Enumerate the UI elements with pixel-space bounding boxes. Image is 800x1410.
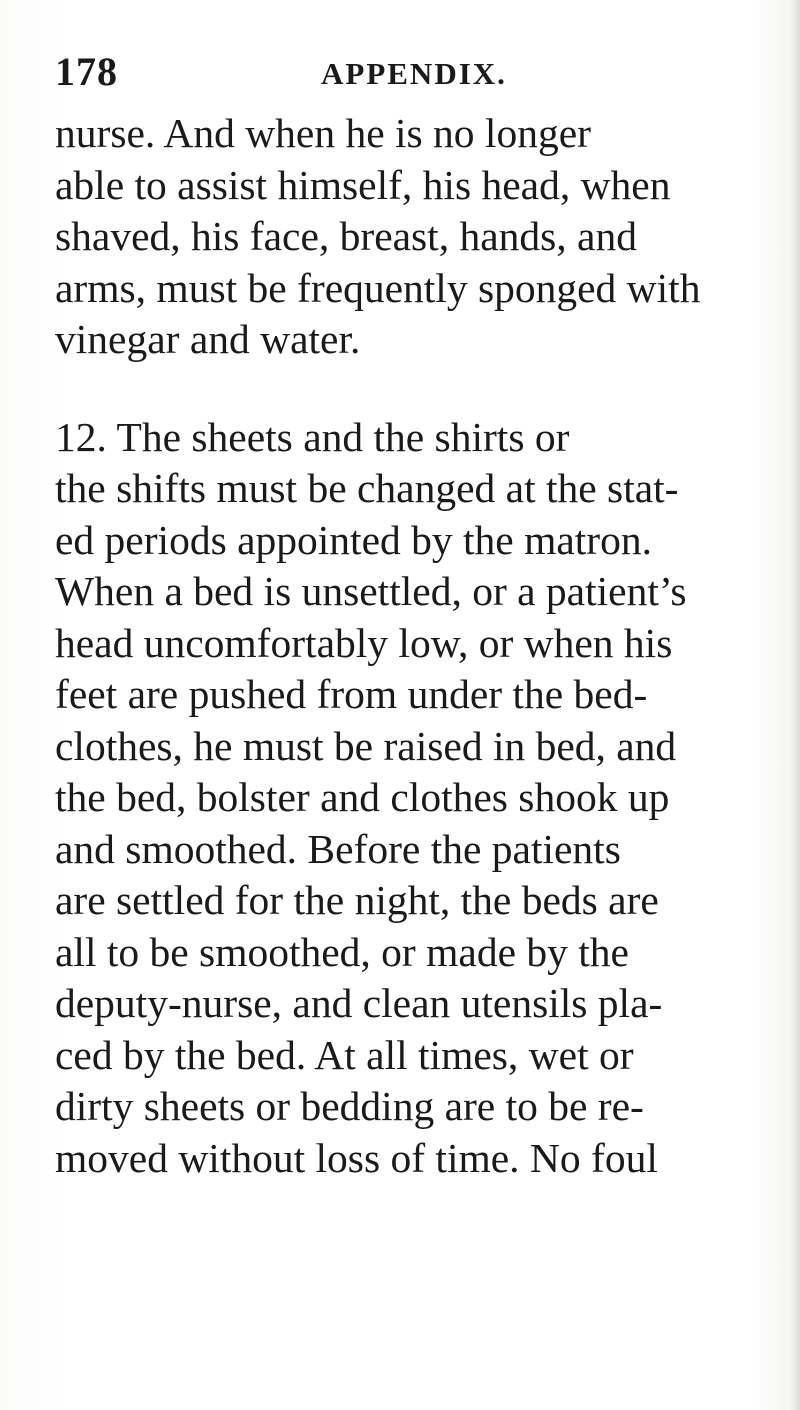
text-line: clothes, he must be raised in bed, and — [55, 722, 677, 769]
body-text — [55, 108, 770, 1184]
text-line: and smoothed. Before the patients — [55, 825, 621, 872]
paragraph-spacer — [55, 366, 770, 412]
page-number: 178 — [55, 49, 118, 94]
text-line: the bed, bolster and clothes shook up — [55, 774, 670, 820]
text-line: the shifts must be changed at the stat- — [55, 465, 679, 511]
text-line: 12. The sheets and the shirts or — [55, 413, 570, 460]
text-line: dirty sheets or bedding are to be re- — [55, 1083, 644, 1129]
text-line: ed periods appointed by the matron. — [55, 516, 652, 563]
text-line: ced by the bed. At all times, wet or — [55, 1031, 634, 1078]
text-line: moved without loss of time. No foul — [55, 1134, 658, 1181]
page-header — [55, 50, 765, 94]
text-line: arms, must be frequently sponged with — [55, 264, 701, 311]
text-line: head uncomfortably low, or when his — [55, 619, 673, 666]
text-line: When a bed is unsettled, or a patient’s — [55, 568, 687, 614]
running-head: APPENDIX. — [321, 56, 507, 91]
text-line: shaved, his face, breast, hands, and — [55, 213, 637, 259]
text-line: able to assist himself, his head, when — [55, 161, 671, 208]
page-edge-shadow — [790, 0, 800, 1410]
paragraph-continuation — [55, 108, 770, 366]
text-line: feet are pushed from under the bed- — [55, 671, 648, 717]
text-line: nurse. And when he is no longer — [55, 110, 591, 156]
paragraph-12 — [55, 412, 770, 1185]
text-line: deputy-nurse, and clean utensils pla- — [55, 980, 663, 1026]
text-line: are settled for the night, the beds are — [55, 877, 659, 923]
text-line: all to be smoothed, or made by the — [55, 928, 629, 975]
text-line: vinegar and water. — [55, 316, 361, 362]
